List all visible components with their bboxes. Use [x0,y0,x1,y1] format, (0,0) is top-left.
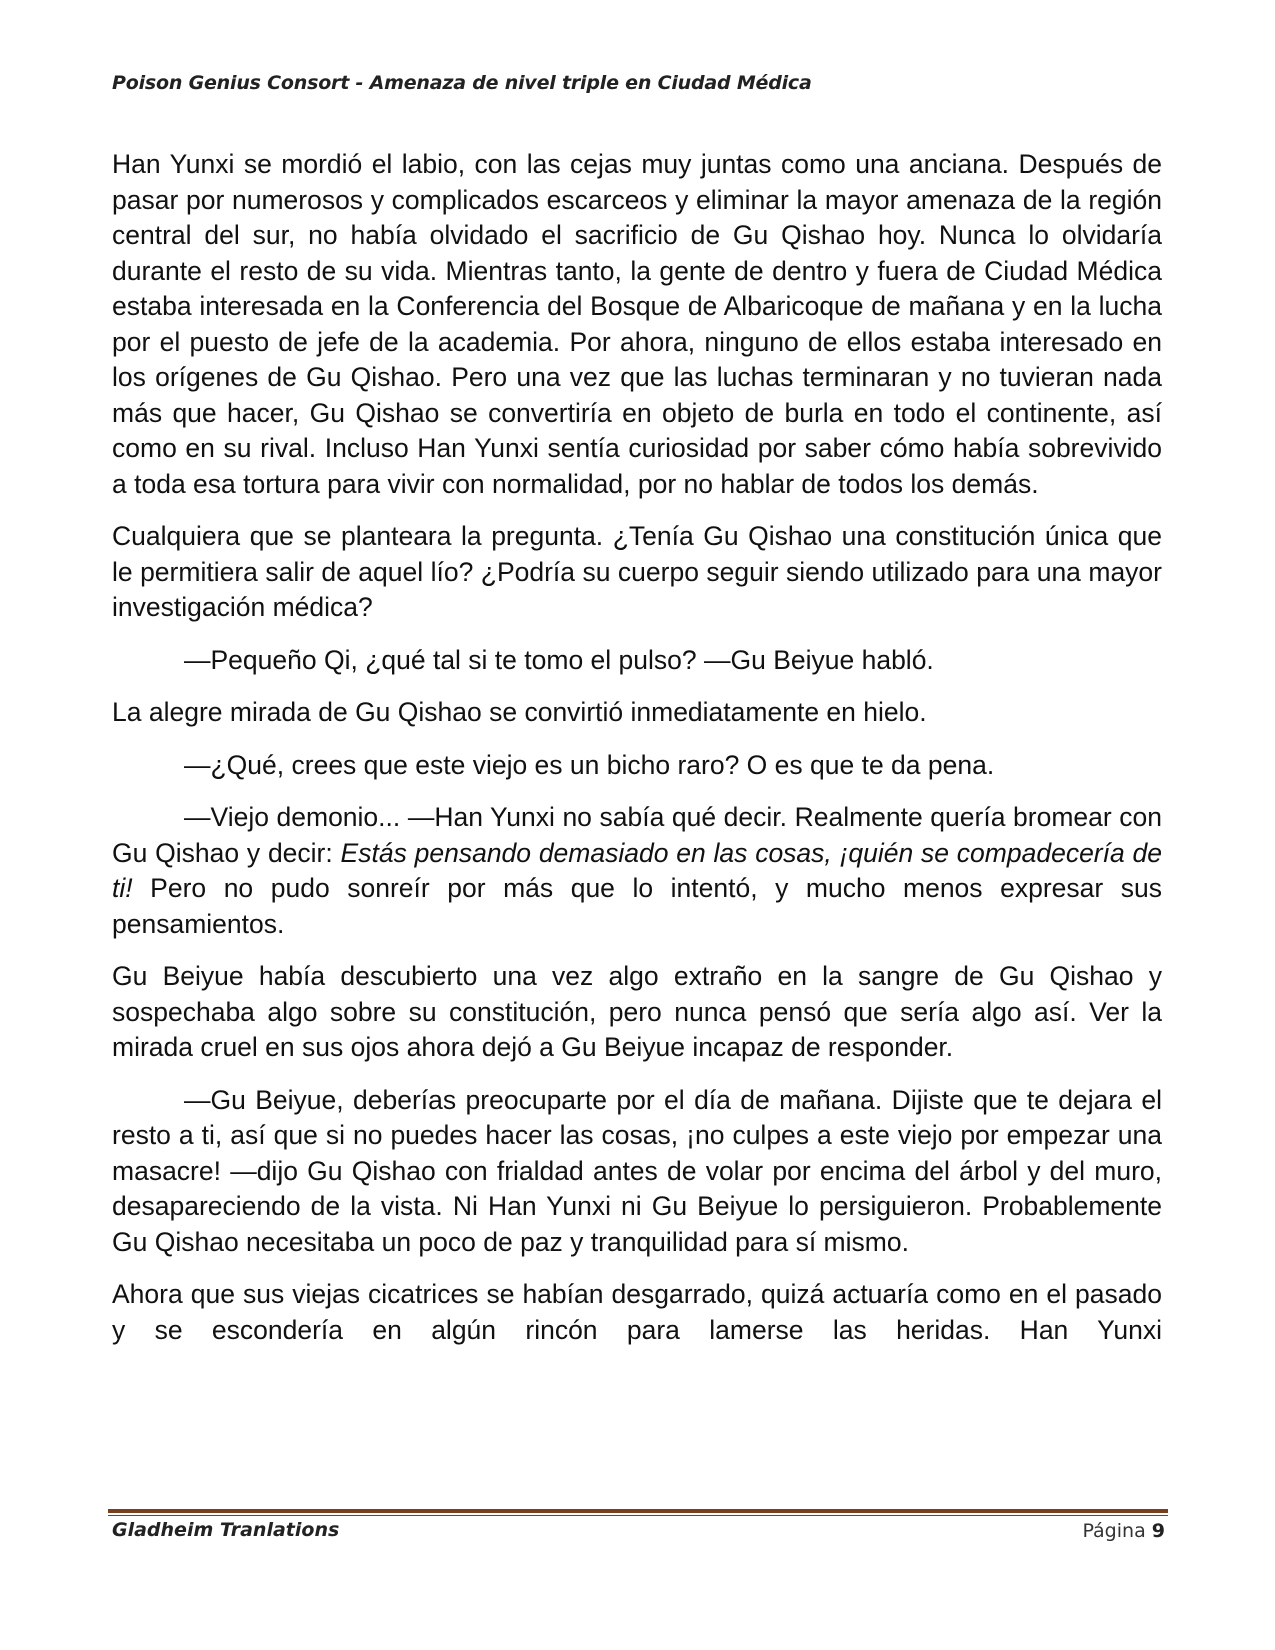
paragraph-dialogue: —¿Qué, crees que este viejo es un bicho raro? O es que te da pena. [184,749,995,780]
page-number-value: 9 [1151,1520,1165,1542]
page-number [1082,1520,1165,1542]
page-header: Poison Genius Consort - Amenaza de nivel triple en Ciudad Médica [112,72,812,94]
paragraph: Han Yunxi se mordió el labio, con las cejas muy juntas como una anciana. Después de pasar por numerosos y complicados escarceos y eliminar la mayor amenaza de la región central del sur, no había olvidado el sacrificio de Gu Qishao hoy. Nunca lo olvidaría durante el resto de su vida. Mientras tanto, la gente de dentro y fuera de Ciudad Médica estaba interesada en la Conferencia del Bosque de Albaricoque de mañana y en la lucha por el puesto de jefe de la academia. Por ahora, ninguno de ellos estaba interesado en los orígenes de Gu Qishao. Pero una vez que las luchas terminaran y no tuvieran nada más que hacer, Gu Qishao se convertiría en objeto de burla en todo el continente, así como en su rival. Incluso Han Yunxi sentía curiosidad por saber cómo había sobrevivido a toda esa tortura para vivir con normalidad, por no hablar de todos los demás. [112,149,1162,499]
paragraph-text: —Viejo demonio... —Han Yunxi no sabía qué decir. Realmente quería bromear con Gu Qishao y decir: [112,802,1162,868]
paragraph: Cualquiera que se planteara la pregunta. ¿Tenía Gu Qishao una constitución única que le permitiera salir de aquel lío? ¿Podría su cuerpo seguir siendo utilizado para una mayor investigación médica? [112,521,1162,622]
footer-rule [108,1509,1168,1516]
paragraph: Gu Beiyue había descubierto una vez algo extraño en la sangre de Gu Qishao y sospechaba algo sobre su constitución, pero nunca pensó que sería algo así. Ver la mirada cruel en sus ojos ahora dejó a Gu Beiyue incapaz de responder. [112,961,1162,1062]
body-text [112,147,1162,1348]
paragraph-dialogue [112,800,1162,942]
paragraph: Ahora que sus viejas cicatrices se habían desgarrado, quizá actuaría como en el pasado y se escondería en algún rincón para lamerse las heridas. Han Yunxi [112,1279,1162,1345]
page-label: Página [1082,1520,1146,1542]
footer-rule-thin [108,1515,1168,1516]
paragraph-text: Pero no pudo sonreír por más que lo intentó, y mucho menos expresar sus pensamientos. [112,873,1162,939]
paragraph-dialogue: —Gu Beiyue, deberías preocuparte por el día de mañana. Dijiste que te dejara el resto a ti, así que si no puedes hacer las cosas, ¡no culpes a este viejo por empezar una masacre! —dijo Gu Qishao con frialdad antes de volar por encima del árbol y del muro, desapareciendo de la vista. Ni Han Yunxi ni Gu Beiyue lo persiguieron. Probablemente Gu Qishao necesitaba un poco de paz y tranquilidad para sí mismo. [112,1084,1162,1257]
paragraph: La alegre mirada de Gu Qishao se convirtió inmediatamente en hielo. [112,697,927,727]
paragraph-dialogue: —Pequeño Qi, ¿qué tal si te tomo el pulso? —Gu Beiyue habló. [184,644,934,675]
footer-publisher: Gladheim Tranlations [112,1519,340,1541]
italic-thought: Estás pensando demasiado en las cosas, ¡quién se compadecería de ti! [112,837,1163,903]
